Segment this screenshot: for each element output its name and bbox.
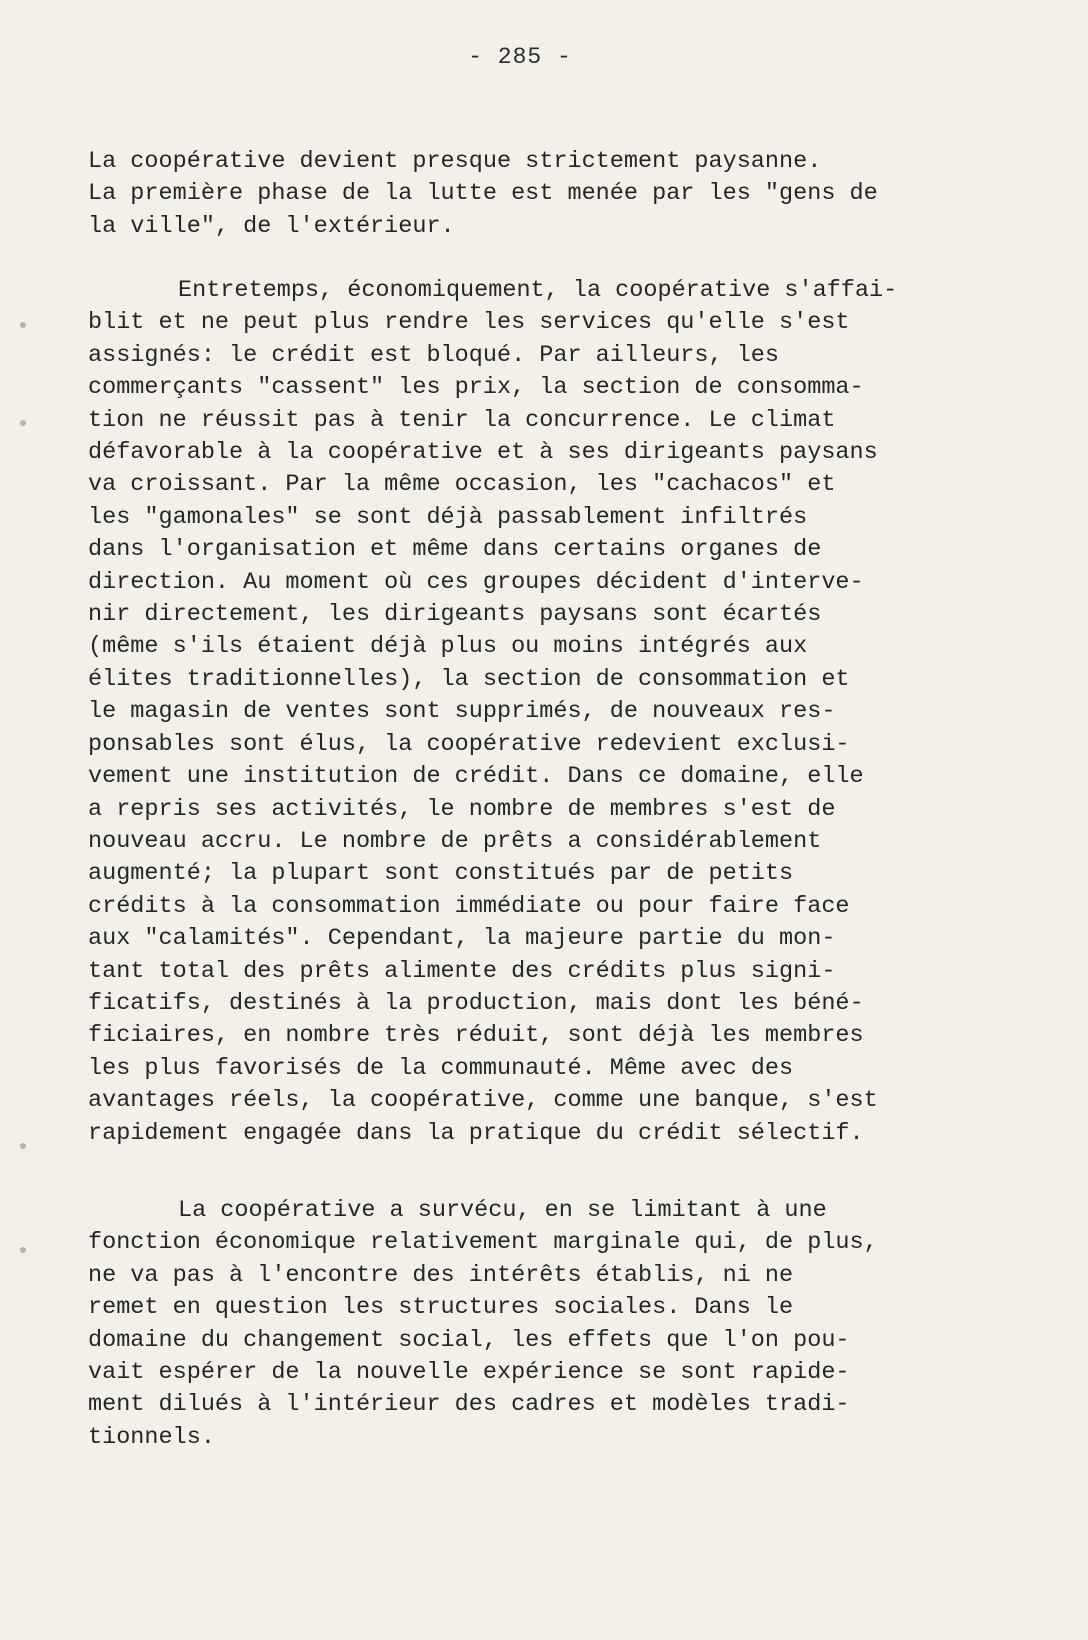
text-line: crédits à la consommation immédiate ou pour faire face <box>88 892 850 920</box>
text-line: tant total des prêts alimente des crédits plus signi- <box>88 957 836 985</box>
text-line: avantages réels, la coopérative, comme une banque, s'est <box>88 1087 878 1115</box>
margin-mark <box>20 420 26 426</box>
text-line: Entretemps, économiquement, la coopérative s'affai- <box>178 277 898 304</box>
text-line: vement une institution de crédit. Dans ce domaine, elle <box>88 763 864 791</box>
margin-mark <box>20 322 26 328</box>
text-line: va croissant. Par la même occasion, les "cachacos" et <box>88 471 836 499</box>
text-line: assignés: le crédit est bloqué. Par ailleurs, les <box>88 341 780 369</box>
text-line: La coopérative a survécu, en se limitant à une <box>178 1197 827 1224</box>
text-line: blit et ne peut plus rendre les services qu'elle s'est <box>88 309 850 337</box>
paragraph-2 <box>88 275 1028 1150</box>
margin-mark <box>20 1247 26 1253</box>
text-line: direction. Au moment où ces groupes décident d'interve- <box>88 568 864 596</box>
text-line: aux "calamités". Cependant, la majeure partie du mon- <box>88 925 836 953</box>
text-line: dans l'organisation et même dans certains organes de <box>88 536 822 564</box>
text-line: a repris ses activités, le nombre de membres s'est de <box>88 795 836 823</box>
paragraph-1 <box>88 146 1028 243</box>
text-line: ponsables sont élus, la coopérative redevient exclusi- <box>88 730 850 758</box>
text-line: nir directement, les dirigeants paysans sont écartés <box>88 601 822 629</box>
text-line: nouveau accru. Le nombre de prêts a considérablement <box>88 827 822 855</box>
text-line: le magasin de ventes sont supprimés, de nouveaux res- <box>88 698 836 726</box>
text-line: augmenté; la plupart sont constitués par de petits <box>88 860 794 888</box>
margin-mark <box>20 1143 26 1149</box>
text-line: commerçants "cassent" les prix, la section de consomma- <box>88 374 864 402</box>
text-line: ficatifs, destinés à la production, mais dont les béné- <box>88 989 864 1017</box>
text-line: domaine du changement social, les effets que l'on pou- <box>88 1326 850 1354</box>
text-line: défavorable à la coopérative et à ses dirigeants paysans <box>88 439 878 467</box>
text-line: ne va pas à l'encontre des intérêts établis, ni ne <box>88 1261 794 1289</box>
text-line: La coopérative devient presque strictement paysanne. <box>88 148 822 175</box>
paragraph-3 <box>88 1195 1028 1454</box>
text-line: les "gamonales" se sont déjà passablement infiltrés <box>88 503 808 531</box>
text-line: ficiaires, en nombre très réduit, sont déjà les membres <box>88 1022 864 1050</box>
text-line: rapidement engagée dans la pratique du crédit sélectif. <box>88 1119 864 1147</box>
text-line: (même s'ils étaient déjà plus ou moins intégrés aux <box>88 633 808 661</box>
page-number: - 285 - <box>468 44 572 70</box>
text-line: élites traditionnelles), la section de consommation et <box>88 665 850 693</box>
text-line: la ville", de l'extérieur. <box>88 212 455 240</box>
text-line: vait espérer de la nouvelle expérience se sont rapide- <box>88 1359 850 1387</box>
text-line: tionnels. <box>88 1423 215 1451</box>
text-line: fonction économique relativement marginale qui, de plus, <box>88 1229 878 1257</box>
text-line: remet en question les structures sociales. Dans le <box>88 1294 794 1322</box>
text-line: tion ne réussit pas à tenir la concurrence. Le climat <box>88 406 836 434</box>
text-line: ment dilués à l'intérieur des cadres et modèles tradi- <box>88 1391 850 1419</box>
text-line: La première phase de la lutte est menée par les "gens de <box>88 180 878 208</box>
text-line: les plus favorisés de la communauté. Même avec des <box>88 1054 794 1082</box>
